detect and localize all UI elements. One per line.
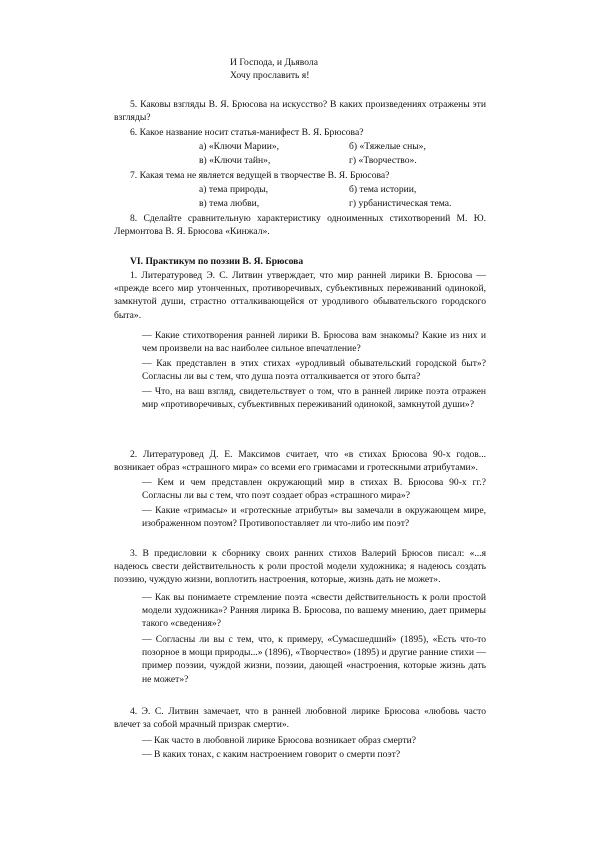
question-7: 7. Какая тема не является ведущей в творчестве В. Я. Брюсова? [130,170,390,181]
task-1-question-3: — Что, на ваш взгляд, свидетельствует о том, что в ранней лирике поэта отражен мир «противоречивых, субъективных переживаний одинокой, замкнутой души»? [142,386,486,411]
question-5: 5. Каковы взгляды В. Я. Брюсова на искусство? В каких произведениях отражены эти взгляды? [114,99,486,124]
epigraph [230,56,318,82]
section-heading: VI. Практикум по поэзии В. Я. Брюсова [130,256,304,267]
task-2-question-2: — Какие «гримасы» и «гротескные атрибуты» вы замечали в окружающем мире, изображенном поэтом? Противопоставляет ли что-либо им поэт? [142,505,486,530]
task-3-question-2: — Согласны ли вы с тем, что, к примеру, «Сумасшедший» (1895), «Есть что-то позорное в мощи природы...» (1896), «Творчество» (1895) и другие ранние стихи — пример поэзии, чуждой жизни, поэзии, дающей «настроения, которые жизнь дать не может»? [142,634,486,685]
task-4-question-1: — Как часто в любовной лирике Брюсова возникает образ смерти? [142,735,416,746]
question-8: 8. Сделайте сравнительную характеристику одноименных стихотворений М. Ю. Лермонтова В. Я. Брюсова «Кинжал». [114,213,486,238]
task-3-question-1: — Как вы понимаете стремление поэта «свести действительность к роли простой модели художника»? Ранняя лирика В. Брюсова, по вашему мнению, дает примеры такого «сведения»? [142,592,486,630]
question-7-option-a: а) тема природы, [199,184,269,195]
question-6-option-c: в) «Ключи тайн», [199,155,271,166]
task-2-text: 2. Литературовед Д. Е. Максимов считает, что «в стихах Брюсова 90-х годов... возникает образ «страшного мира» со всеми его гримасами и гротескными атрибутами». [114,449,486,474]
task-4-question-2: — В каких тонах, с каким настроением говорит о смерти поэт? [142,749,401,760]
question-7-option-b: б) тема истории, [349,184,417,195]
task-3-text: 3. В предисловии к сборнику своих ранних стихов Валерий Брюсов писал: «...я надеюсь свести действительность к роли простой модели художника; я надеюсь создать поэзию, чуждую жизни, воплотить настроения, которые, жизнь дать не может». [114,548,486,586]
epigraph-line-1: И Господа, и Дьявола [230,57,318,68]
question-6: 6. Какое название носит статья-манифест В. Я. Брюсова? [130,127,364,138]
question-6-option-b: б) «Тяжелые сны», [349,141,426,152]
task-1-question-1: — Какие стихотворения ранней лирики В. Брюсова вам знакомы? Какие из них и чем произвели на вас наиболее сильное впечатление? [142,330,486,355]
task-1-question-2: — Как представлен в этих стихах «уродливый обывательский городской быт»? Согласны ли вы с тем, что душа поэта отталкивается от этого быта? [142,358,486,383]
question-7-option-c: в) тема любви, [199,198,260,209]
question-6-option-d: г) «Творчество». [349,155,417,166]
epigraph-line-2: Хочу прославить я! [230,70,310,82]
task-4-text: 4. Э. С. Литвин замечает, что в ранней любовной лирике Брюсова «любовь часто влечет за собой мрачный призрак смерти». [114,706,486,731]
task-1-text: 1. Литературовед Э. С. Литвин утверждает, что мир ранней лирики В. Брюсова — «прежде всего мир утонченных, противоречивых, субъективных переживаний одинокой, замкнутой души, страстно отталкивающейся от уродливого обывательского городского быта». [114,270,486,321]
task-2-question-1: — Кем и чем представлен окружающий мир в стихах В. Брюсова 90-х гг.? Согласны ли вы с тем, что поэт создает образ «страшного мира»? [142,477,486,502]
question-6-option-a: а) «Ключи Марии», [199,141,280,152]
question-7-option-d: г) урбанистическая тема. [349,198,452,209]
